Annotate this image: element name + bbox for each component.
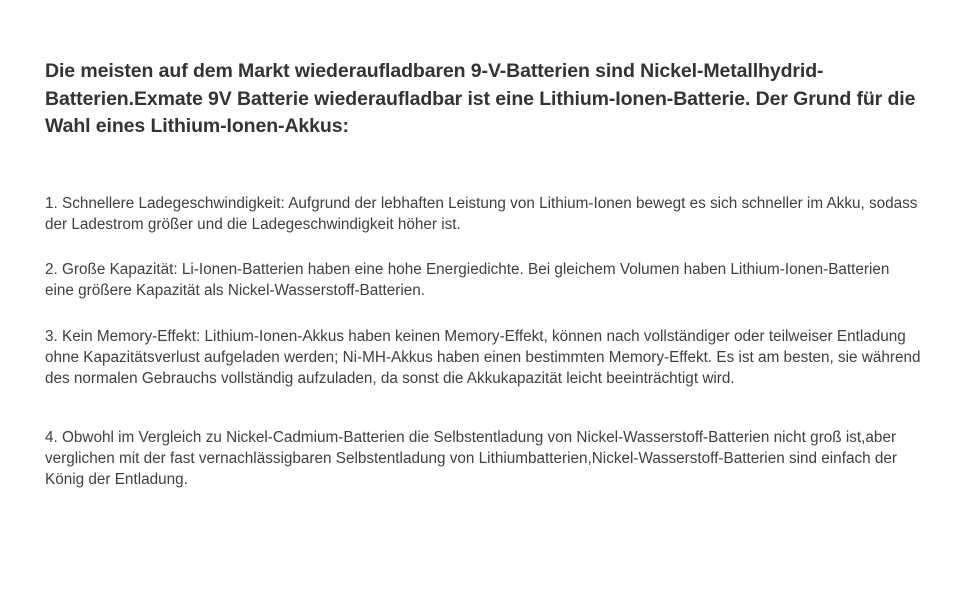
paragraph-large-capacity: 2. Große Kapazität: Li-Ionen-Batterien haben eine hohe Energiedichte. Bei gleichem Volumen haben Lithium-Ionen-Batterien eine größere Kapazität als Nickel-Wasserstoff-Batterien. [45, 261, 890, 300]
page-title: Die meisten auf dem Markt wiederaufladbaren 9-V-Batterien sind Nickel-Metallhydrid-Batterien.Exmate 9V Batterie wiederaufladbar ist eine Lithium-Ionen-Batterie. Der Grund für die Wahl eines Lithium-Ionen-Akkus: [45, 60, 916, 138]
paragraph-spacer [45, 413, 922, 427]
paragraph-faster-charging: 1. Schnellere Ladegeschwindigkeit: Aufgrund der lebhaften Leistung von Lithium-Ionen bewegt es sich schneller im Akku, sodass der Ladestrom größer und die Ladegeschwindigkeit höher ist. [45, 195, 918, 234]
paragraph-no-memory-effect: 3. Kein Memory-Effekt: Lithium-Ionen-Akkus haben keinen Memory-Effekt, können nach vollständiger oder teilweiser Entladung ohne Kapazitätsverlust aufgeladen werden; Ni-MH-Akkus haben einen bestimmten Memory-Effekt. Es ist am besten, sie während des normalen Gebrauchs vollständig aufzuladen, da sonst die Akkukapazität leicht beeinträchtigt wird. [45, 327, 921, 387]
paragraph-self-discharge: 4. Obwohl im Vergleich zu Nickel-Cadmium-Batterien die Selbstentladung von Nickel-Wasserstoff-Batterien nicht groß ist,aber verglichen mit der fast vernachlässigbaren Selbstentladung von Lithiumbatterien,Nickel-Wasserstoff-Batterien sind einfach der König der Entladung. [45, 428, 897, 489]
